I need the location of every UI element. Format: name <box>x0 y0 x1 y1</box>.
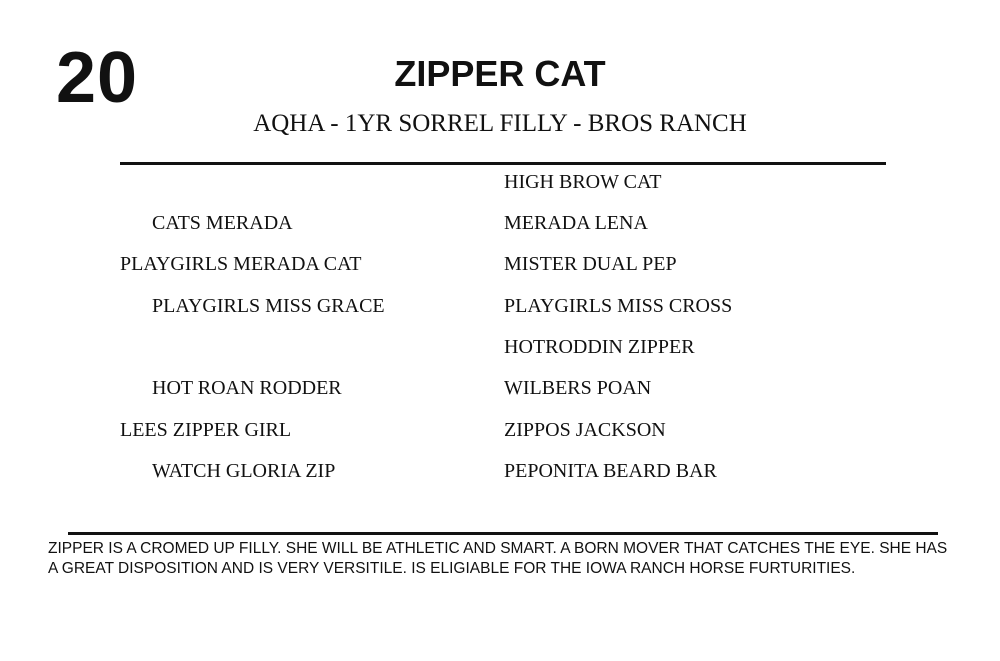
pedigree-sire-dam-sire: MISTER DUAL PEP <box>504 253 677 275</box>
horse-description: ZIPPER IS A CROMED UP FILLY. SHE WILL BE ATHLETIC AND SMART. A BORN MOVER THAT CATCHES THE EYE. SHE HAS A GREAT DISPOSITION AND IS VERY VERSITILE. IS ELIGIABLE FOR THE IOWA RANCH HORSE FURTURITIES. <box>48 540 948 577</box>
pedigree-sire-sire: CATS MERADA <box>152 212 293 234</box>
bottom-divider <box>68 532 938 535</box>
lot-number: 20 <box>56 38 139 118</box>
pedigree-sire: PLAYGIRLS MERADA CAT <box>120 253 362 275</box>
pedigree-dam-dam-sire: ZIPPOS JACKSON <box>504 419 666 441</box>
horse-subtitle: AQHA - 1YR SORREL FILLY - BROS RANCH <box>253 110 747 137</box>
top-divider <box>120 162 886 165</box>
pedigree-dam-dam-dam: PEPONITA BEARD BAR <box>504 460 717 482</box>
pedigree-sire-sire-dam: MERADA LENA <box>504 212 648 234</box>
pedigree-dam-sire-sire: HOTRODDIN ZIPPER <box>504 336 695 358</box>
pedigree-dam-sire: HOT ROAN RODDER <box>152 377 342 399</box>
horse-name: ZIPPER CAT <box>394 53 606 94</box>
pedigree-dam-sire-dam: WILBERS POAN <box>504 377 652 399</box>
pedigree-sire-dam-dam: PLAYGIRLS MISS CROSS <box>504 295 733 317</box>
pedigree-dam-dam: WATCH GLORIA ZIP <box>152 460 336 482</box>
pedigree-dam: LEES ZIPPER GIRL <box>120 419 292 441</box>
pedigree-sire-dam: PLAYGIRLS MISS GRACE <box>152 295 385 317</box>
pedigree-sire-sire-sire: HIGH BROW CAT <box>504 171 662 193</box>
